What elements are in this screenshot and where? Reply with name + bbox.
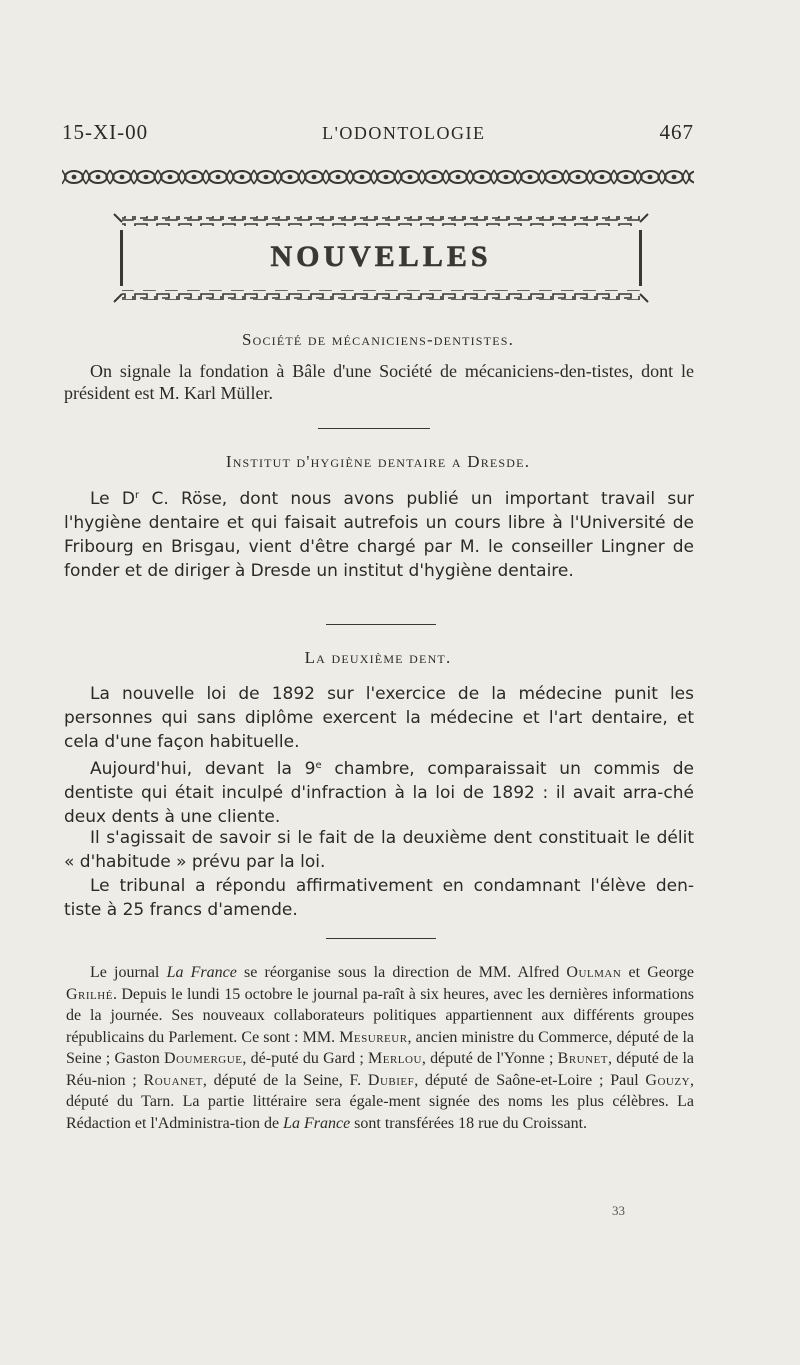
running-head-date: 15-XI-00 xyxy=(62,120,149,144)
article-3-paragraph-1 xyxy=(64,682,694,754)
article-3-text-2a: Aujourd'hui, devant la 9 xyxy=(90,759,316,779)
article-1-text: On signale la fondation à Bâle d'une Société de mécaniciens-den-tistes, dont le président est M. Karl Müller. xyxy=(64,361,694,403)
article-2-body xyxy=(64,484,694,583)
article-3-paragraph-2 xyxy=(64,754,694,829)
article-2-prefix: Le D xyxy=(90,489,136,509)
note-text: . Depuis le lundi 15 octobre le journal pa-raît à six heures, avec les dernières informations de la journée. Ses nouveaux collaborateurs politiques appartiennent aux différents groupes républicains du Parlement. Ce sont : MM. xyxy=(66,985,694,1046)
separator-rule xyxy=(326,624,436,625)
journal-name: La France xyxy=(166,964,237,981)
article-3-text-4: Le tribunal a répondu affirmativement en condamnant l'élève den-tiste à 25 francs d'amende. xyxy=(64,876,694,920)
ornamental-band xyxy=(62,166,694,188)
running-head-journal-title: L'ODONTOLOGIE xyxy=(322,123,486,143)
note-text: , député de l'Yonne ; xyxy=(421,1050,558,1067)
article-2-sup: r xyxy=(135,490,140,501)
article-3-text-3: Il s'agissait de savoir si le fait de la deuxième dent constituait le délit « d'habitude » prévu par la loi. xyxy=(64,828,694,872)
note-text: Le journal xyxy=(90,964,167,981)
article-1-body xyxy=(64,360,694,404)
signature-mark: 33 xyxy=(612,1203,625,1218)
person-name: Mesureur xyxy=(339,1028,408,1046)
la-france-note xyxy=(66,962,694,1134)
note-text: et George xyxy=(621,964,695,981)
article-1-title: Société de mécaniciens-dentistes. xyxy=(241,330,515,349)
article-3-text-1: La nouvelle loi de 1892 sur l'exercice de la médecine punit les personnes qui sans diplôme exercent la médecine et l'art dentaire, et cela d'une façon habituelle. xyxy=(64,684,694,752)
person-name: Dubief xyxy=(367,1071,415,1089)
note-text: , ancien ministre du Commerce, député de la Seine ; Gaston xyxy=(66,1028,694,1067)
separator-rule xyxy=(326,938,436,939)
article-3-paragraph-4 xyxy=(64,874,694,922)
person-name: Grilhé xyxy=(66,985,113,1003)
section-banner-title: NOUVELLES xyxy=(270,240,492,273)
note-text: se réorganise sous la direction de MM. Alfred xyxy=(236,964,567,981)
person-name: Gouzy xyxy=(645,1071,691,1089)
person-name: Merlou xyxy=(368,1050,422,1067)
article-3-title: La deuxième dent. xyxy=(304,648,452,667)
journal-name: La France xyxy=(283,1114,351,1132)
article-3-paragraph-3 xyxy=(64,826,694,874)
article-2-text: C. Röse, dont nous avons publié un important travail sur l'hygiène dentaire et qui faisait autrefois un cours libre à l'Université de Fribourg en Brisgau, vient d'être chargé par M. le conseiller Lingner de fonder et de diriger à Dresde un institut d'hygiène dentaire. xyxy=(64,489,694,581)
note-text: sont transférées 18 rue du Croissant. xyxy=(350,1114,588,1132)
page-number: 467 xyxy=(659,120,694,144)
person-name: Brunet xyxy=(557,1050,609,1067)
separator-rule xyxy=(318,428,430,429)
running-head xyxy=(62,120,694,145)
article-2-title: Institut d'hygiène dentaire a Dresde. xyxy=(225,452,531,471)
note-text: , député de Saône-et-Loire ; Paul xyxy=(414,1071,646,1089)
article-3-sup: e xyxy=(315,760,322,771)
note-text: , député de la Seine, F. xyxy=(202,1071,368,1089)
person-name: Rouanet xyxy=(143,1071,203,1089)
person-name: Doumergue xyxy=(164,1050,243,1067)
note-text: , député de la Réu-nion ; xyxy=(66,1050,695,1089)
note-text: , dé-puté du Gard ; xyxy=(242,1050,369,1067)
person-name: Oulman xyxy=(566,964,622,981)
note-text: , député du Tarn. La partie littéraire sera égale-ment signée des noms les plus célèbres. La Rédaction et l'Administra-tion de xyxy=(66,1071,695,1132)
article-3-text-2b: chambre, comparaissait un commis de dentiste qui était inculpé d'infraction à la loi de 1892 : il avait arra-ché deux dents à une cliente. xyxy=(64,759,694,827)
